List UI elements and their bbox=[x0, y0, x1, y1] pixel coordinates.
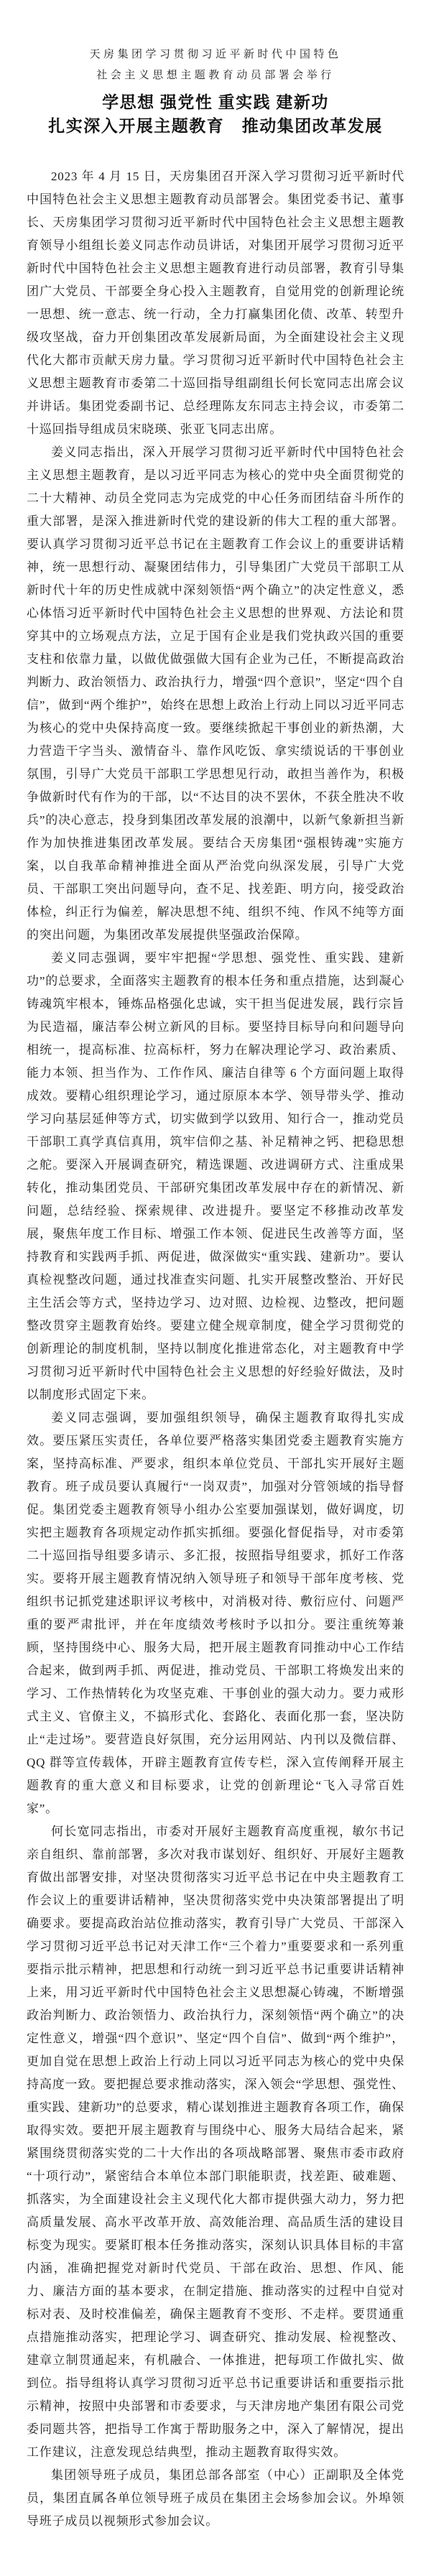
doc-header-line-1: 天房集团学习贯彻习近平新时代中国特色 bbox=[89, 49, 342, 60]
paragraph-4: 姜义同志强调，要加强组织领导，确保主题教育取得扎实成效。要压紧压实责任，各单位要严格落实集团党委主题教育实施方案，坚持高标准、严要求，组织本单位党员、干部扎实开展好主题教育。班子成员要认真履行“一岗双责”，加强对分管领域的指导督促。集团党委主题教育领导小组办公室要加强谋划，做好调度，切实把主题教育各项规定动作抓实抓细。要强化督促指导，对市委第二十巡回指导组要多请示、多汇报，按照指导组要求，抓好工作落实。要将开展主题教育情况纳入领导班子和领导干部年度考核、党组织书记抓党建述职评议考核中，对消极对待、敷衍应付、问题严重的要严肃批评，并在年度绩效考核时予以扣分。要注重统筹兼顾，坚持围绕中心、服务大局，把开展主题教育同推动中心工作结合起来，做到两手抓、两促进，推动党员、干部职工将焕发出来的学习、工作热情转化为攻坚克难、干事创业的强大动力。要力戒形式主义、官僚主义，不搞形式化、套路化、表面化那一套，坚决防止“走过场”。要营造良好氛围，充分运用网站、内刊以及微信群、QQ 群等宣传载体，开辟主题教育宣传专栏，深入宣传阐释开展主题教育的重大意义和目标要求，让党的创新理论“飞入寻常百姓家”。 bbox=[27, 1411, 404, 1815]
article-body bbox=[27, 165, 404, 2533]
paragraph-1: 2023 年 4 月 15 日，天房集团召开深入学习贯彻习近平新时代中国特色社会主义思想主题教育动员部署会。集团党委书记、董事长、天房集团学习贯彻习近平新时代中国特色社会主义思想主题教育领导小组组长姜义同志作动员讲话，对集团开展学习贯彻习近平新时代中国特色社会主义思想主题教育进行动员部署，教育引导集团广大党员、干部要全身心投入主题教育，自觉用党的创新理论统一思想、统一意志、统一行动，全力打赢集团化债、改革、转型升级攻坚战，奋力开创集团改革发展新局面，为全面建设社会主义现代化大都市贡献天房力量。学习贯彻习近平新时代中国特色社会主义思想主题教育市委第二十巡回指导组副组长何长宽同志出席会议并讲话。集团党委副书记、总经理陈友东同志主持会议，市委第二十巡回指导组成员宋晓瑛、张亚飞同志出席。 bbox=[27, 170, 404, 436]
paragraph-3: 姜义同志强调，要牢牢把握“学思想、强党性、重实践、建新功”的总要求，全面落实主题教育的根本任务和重点措施，达到凝心铸魂筑牢根本，锤炼品格强化忠诚，实干担当促进发展，践行宗旨为民造福，廉洁奉公树立新风的目标。要坚持目标导向和问题导向相统一，提高标准、拉高标杆，努力在解决理论学习、政治素质、能力本领、担当作为、工作作风、廉洁自律等 6 个方面问题上取得成效。要精心组织理论学习，通过原原本本学、领导带头学、推动学习向基层延伸等方式，切实做到学以致用、知行合一，推动党员干部职工真学真信真用，筑牢信仰之基、补足精神之钙、把稳思想之舵。要深入开展调查研究，精选课题、改进调研方式、注重成果转化，推动集团党员、干部研究集团改革发展中存在的新情况、新问题，总结经验、探索规律、改进提升。要坚定不移推动改革发展，聚焦年度工作目标、增强工作本领、促进民生改善等方面，坚持教育和实践两手抓、两促进，做深做实“重实践、建新功”。要认真检视整改问题，通过找准查实问题、扎实开展整改整治、开好民主生活会等方式，坚持边学习、边对照、边检视、边整改，把问题整改贯穿主题教育始终。要建立健全规章制度，健全学习贯彻党的创新理论的制度机制，坚持以制度化推进常态化，对主题教育中学习贯彻习近平新时代中国特色社会主义思想的好经验好做法，及时以制度形式固定下来。 bbox=[27, 951, 404, 1401]
doc-header-line-2: 社会主义思想主题教育动员部署会举行 bbox=[96, 70, 335, 81]
doc-title-line-2: 扎实深入开展主题教育 推动集团改革发展 bbox=[48, 117, 383, 135]
doc-header bbox=[27, 45, 404, 86]
doc-title-line-1: 学思想 强党性 重实践 建新功 bbox=[102, 93, 329, 111]
paragraph-2: 姜义同志指出，深入开展学习贯彻习近平新时代中国特色社会主义思想主题教育，是以习近平同志为核心的党中央全面贯彻党的二十大精神、动员全党同志为完成党的中心任务而团结奋斗所作的重大部署，是深入推进新时代党的建设新的伟大工程的重大部署。要认真学习贯彻习近平总书记在主题教育工作会议上的重要讲话精神，统一思想行动、凝聚团结伟力，引导集团广大党员干部职工从新时代十年的历史性成就中深刻领悟“两个确立”的决定性意义，悉心体悟习近平新时代中国特色社会主义思想的世界观、方法论和贯穿其中的立场观点方法，立足于国有企业是我们党执政兴国的重要支柱和依靠力量，以做优做强做大国有企业为己任，不断提高政治判断力、政治领悟力、政治执行力，增强“四个意识”，坚定“四个自信”，做到“两个维护”，始终在思想上政治上行动上同以习近平同志为核心的党中央保持高度一致。要继续掀起干事创业的新热潮，大力营造干字当头、激情奋斗、靠作风吃饭、拿实绩说话的干事创业氛围，引导广大党员干部职工学思想见行动，敢担当善作为，积极争做新时代有作为的干部，以“不达目的决不罢休，不获全胜决不收兵”的决心意志，投身到集团改革发展的浪潮中，以新气象新担当新作为加快推进集团改革发展。要结合天房集团“强根铸魂”实施方案，以自我革命精神推进全面从严治党向纵深发展，引导广大党员、干部职工突出问题导向，查不足、找差距、明方向，接受政治体检，纠正行为偏差，解决思想不纯、组织不纯、作风不纯等方面的突出问题，为集团改革发展提供坚强政治保障。 bbox=[27, 445, 404, 942]
doc-title bbox=[27, 91, 404, 138]
paragraph-5: 何长宽同志指出，市委对开展好主题教育高度重视，敏尔书记亲自组织、靠前部署，多次对我市谋划好、组织好、开展好主题教育做出部署安排，对坚决贯彻落实习近平总书记在中央主题教育工作会议上的重要讲话精神，坚决贯彻落实党中央决策部署提出了明确要求。要提高政治站位推动落实，教育引导广大党员、干部深入学习贯彻习近平总书记对天津工作“三个着力”重要要求和一系列重要指示批示精神，把思想和行动统一到习近平总书记重要讲话精神上来，用习近平新时代中国特色社会主义思想凝心铸魂，不断增强政治判断力、政治领悟力、政治执行力，深刻领悟“两个确立”的决定性意义，增强“四个意识”、坚定“四个自信”、做到“两个维护”，更加自觉在思想上政治上行动上同以习近平同志为核心的党中央保持高度一致。要把握总要求推动落实，深入领会“学思想、强党性、重实践、建新功”的总要求，精心谋划推进主题教育各项工作，确保取得实效。要把开展主题教育与围绕中心、服务大局结合起来，紧紧围绕贯彻落实党的二十大作出的各项战略部署、聚焦市委市政府“十项行动”，紧密结合本单位本部门职能职责，找差距、破难题、抓落实，为全面建设社会主义现代化大都市提供强大动力，努力把高质量发展、高水平改革开放、高效能治理、高品质生活的建设目标变为现实。要紧盯根本任务推动落实，深刻认识具体目标的丰富内涵，准确把握党对新时代党员、干部在政治、思想、作风、能力、廉洁方面的基本要求，在制定措施、推动落实的过程中自觉对标对表、及时校准偏差，确保主题教育不变形、不走样。要贯通重点措施推动落实，把理论学习、调查研究、推动发展、检视整改、建章立制贯通起来，有机融合、一体推进，把每项工作做扎实、做到位。指导组将认真学习贯彻习近平总书记重要讲话和重要指示批示精神，按照中央部署和市委要求，与天津房地产集团有限公司党委同题共答，把指导工作寓于帮助服务之中，深入了解情况，提出工作建议，注意发现总结典型，推动主题教育取得实效。 bbox=[27, 1825, 404, 2459]
paragraph-6: 集团领导班子成员，集团总部各部室（中心）正副职及全体党员，集团直属各单位领导班子成员在集团主会场参加会议。外埠领导班子成员以视频形式参加会议。 bbox=[27, 2468, 404, 2528]
